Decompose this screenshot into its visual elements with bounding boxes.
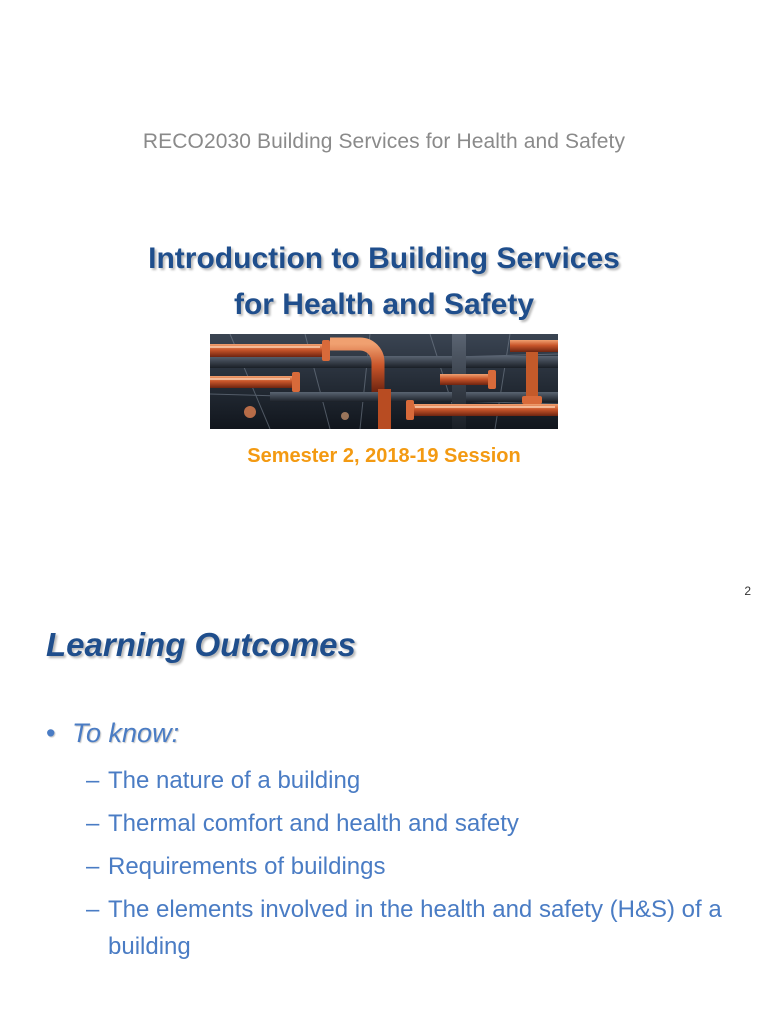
list-item-text: Thermal comfort and health and safety [108,810,519,837]
list-item [86,762,726,799]
list-item [86,805,726,842]
list-item [86,848,726,885]
learning-outcomes-title: Learning Outcomes [46,626,356,663]
dash-marker: – [86,767,100,794]
list-item-text: Requirements of buildings [108,853,386,880]
list-item [86,891,726,965]
list-item-text: The elements involved in the health and safety (H&S) of a building [108,896,722,960]
bullet-marker: • [46,718,56,748]
course-code: RECO2030 Building Services for Health and Safety [142,130,626,153]
outcomes-list [86,762,726,971]
pipes-photo [210,334,558,429]
dash-marker: – [86,853,100,880]
presentation-title [0,236,768,328]
dash-marker: – [86,896,100,923]
bullet-to-know [46,718,179,749]
bullet-text: To know: [72,718,180,748]
title-line-2: for Health and Safety [233,288,535,321]
dash-marker: – [86,810,100,837]
title-line-1: Introduction to Building Services [148,242,620,275]
semester-label: Semester 2, 2018-19 Session [247,445,521,467]
list-item-text: The nature of a building [108,767,361,794]
page-number: 2 [744,584,751,598]
